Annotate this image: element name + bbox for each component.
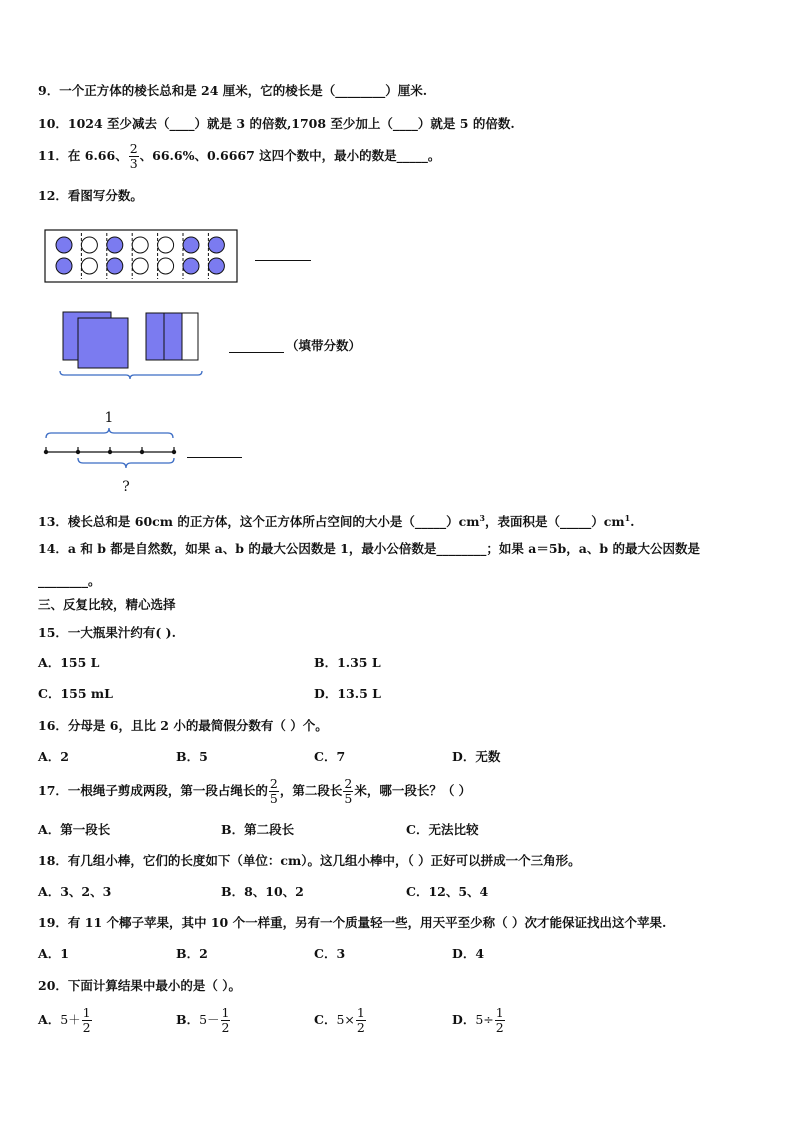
part-3 (182, 313, 198, 360)
brace-top (46, 428, 173, 438)
question-18: 18．有几组小棒，它们的长度如下（单位：cm）。这几组小棒中，（ ）正好可以拼成一个三角形。 (38, 853, 581, 868)
q18-option-b[interactable]: B．8、10、2 (221, 884, 304, 899)
q20b-fraction: $\frac{1}{2}$ (221, 1005, 230, 1035)
q17-option-b[interactable]: B．第二段长 (221, 822, 295, 837)
q11-post: 、66.6%、0.6667 这四个数中，最小的数是_____。 (139, 148, 441, 163)
q19-option-c[interactable]: C．3 (314, 946, 346, 961)
numberline-point (44, 450, 48, 454)
numberline-point (76, 450, 80, 454)
question-10: 10．1024 至少减去（____）就是 3 的倍数,1708 至少加上（____）就是 5 的倍数. (38, 116, 515, 131)
question-13: 13．棱长总和是 60cm 的正方体，这个正方体所占空间的大小是$(\_\_\_\_\_)cm^3$，表面积是$(\_\_\_\_\_)cm^1$. (38, 513, 635, 530)
question-16: 16．分母是 6，且比 2 小的最简假分数有（ ）个。 (38, 718, 328, 733)
answer-line-squares[interactable] (229, 352, 284, 353)
question-15: 15．一大瓶果汁约有( ). (38, 625, 176, 640)
dot-filled (183, 237, 199, 253)
mixed-number-note: （填带分数） (286, 338, 362, 353)
question-19: 19．有 11 个椰子苹果，其中 10 个一样重，另有一个质量轻一些，用天平至少称（ ）次才能保证找出这个苹果. (38, 915, 667, 930)
dot-empty (81, 258, 97, 274)
dot-empty (132, 237, 148, 253)
numberline-point (140, 450, 144, 454)
numberline-point (172, 450, 176, 454)
question-12: 12．看图写分数。 (38, 188, 143, 203)
dot-empty (158, 237, 174, 253)
dot-filled (107, 237, 123, 253)
q16-option-b[interactable]: B．5 (176, 749, 208, 764)
question-9: 9．一个正方体的棱长总和是 24 厘米，它的棱长是（________）厘米. (38, 83, 428, 98)
dot-filled (183, 258, 199, 274)
q20-option-c[interactable]: C．5× $\frac{1}{2}$ (314, 1005, 365, 1035)
numberline-figure (40, 406, 185, 496)
square-2 (78, 318, 128, 368)
squares-figure (58, 311, 208, 383)
q17-option-a[interactable]: A．第一段长 (38, 822, 111, 837)
q15-option-c[interactable]: C．155 mL (38, 686, 113, 701)
question-20: 20．下面计算结果中最小的是（ ）。 (38, 978, 241, 993)
numberline-bottom-label: ? (122, 479, 130, 495)
q16-option-d[interactable]: D．无数 (452, 749, 501, 764)
q16-option-a[interactable]: A．2 (38, 749, 69, 764)
q19-option-d[interactable]: D．4 (452, 946, 485, 961)
q11-fraction: $\frac{2}{3}$ (129, 141, 138, 171)
q17-option-c[interactable]: C．无法比较 (406, 822, 479, 837)
part-2 (164, 313, 182, 360)
q17-fraction-2: $\frac{2}{5}$ (344, 776, 353, 806)
q15-option-a[interactable]: A．155 L (38, 655, 100, 670)
numberline-point (108, 450, 112, 454)
q19-option-a[interactable]: A．1 (38, 946, 69, 961)
dot-filled (208, 258, 224, 274)
q16-option-c[interactable]: C．7 (314, 749, 346, 764)
dot-filled (107, 258, 123, 274)
q18-option-c[interactable]: C．12、5、4 (406, 884, 489, 899)
brace-bottom (60, 371, 202, 379)
question-14: 14．a 和 b 都是自然数，如果 a、b 的最大公因数是 1，最小公倍数是________；如果 a＝5b，a、b 的最大公因数是 (38, 541, 700, 556)
question-14-cont: ________。 (38, 573, 101, 588)
dot-empty (158, 258, 174, 274)
q20-option-a[interactable]: A．5＋ $\frac{1}{2}$ (38, 1005, 91, 1035)
question-17: 17．一根绳子剪成两段，第一段占绳长的 $\frac{2}{5}$ ，第二段长 $\frac{2}{5}$ 米，哪一段长？（ ） (38, 776, 472, 806)
q20d-fraction: $\frac{1}{2}$ (495, 1005, 504, 1035)
dot-filled (56, 258, 72, 274)
dots-figure (44, 229, 240, 285)
answer-line-numberline[interactable] (187, 457, 242, 458)
q20-option-b[interactable]: B．5－ $\frac{1}{2}$ (176, 1005, 230, 1035)
part-1 (146, 313, 164, 360)
dot-empty (81, 237, 97, 253)
dot-filled (208, 237, 224, 253)
q18-option-a[interactable]: A．3、2、3 (38, 884, 112, 899)
q15-option-d[interactable]: D．13.5 L (314, 686, 381, 701)
answer-line-dots[interactable] (255, 260, 311, 261)
section-3-heading: 三、反复比较，精心选择 (38, 597, 176, 612)
dot-filled (56, 237, 72, 253)
q20c-fraction: $\frac{1}{2}$ (356, 1005, 365, 1035)
numberline-top-label: 1 (104, 410, 114, 426)
dot-empty (132, 258, 148, 274)
q11-pre: 11．在 6.66、 (38, 148, 128, 163)
q17-fraction-1: $\frac{2}{5}$ (269, 776, 278, 806)
brace-bottom-line (78, 458, 174, 468)
q19-option-b[interactable]: B．2 (176, 946, 208, 961)
q20-option-d[interactable]: D．5÷ $\frac{1}{2}$ (452, 1005, 504, 1035)
q20a-fraction: $\frac{1}{2}$ (82, 1005, 91, 1035)
question-11 (38, 142, 440, 171)
q15-option-b[interactable]: B．1.35 L (314, 655, 381, 670)
